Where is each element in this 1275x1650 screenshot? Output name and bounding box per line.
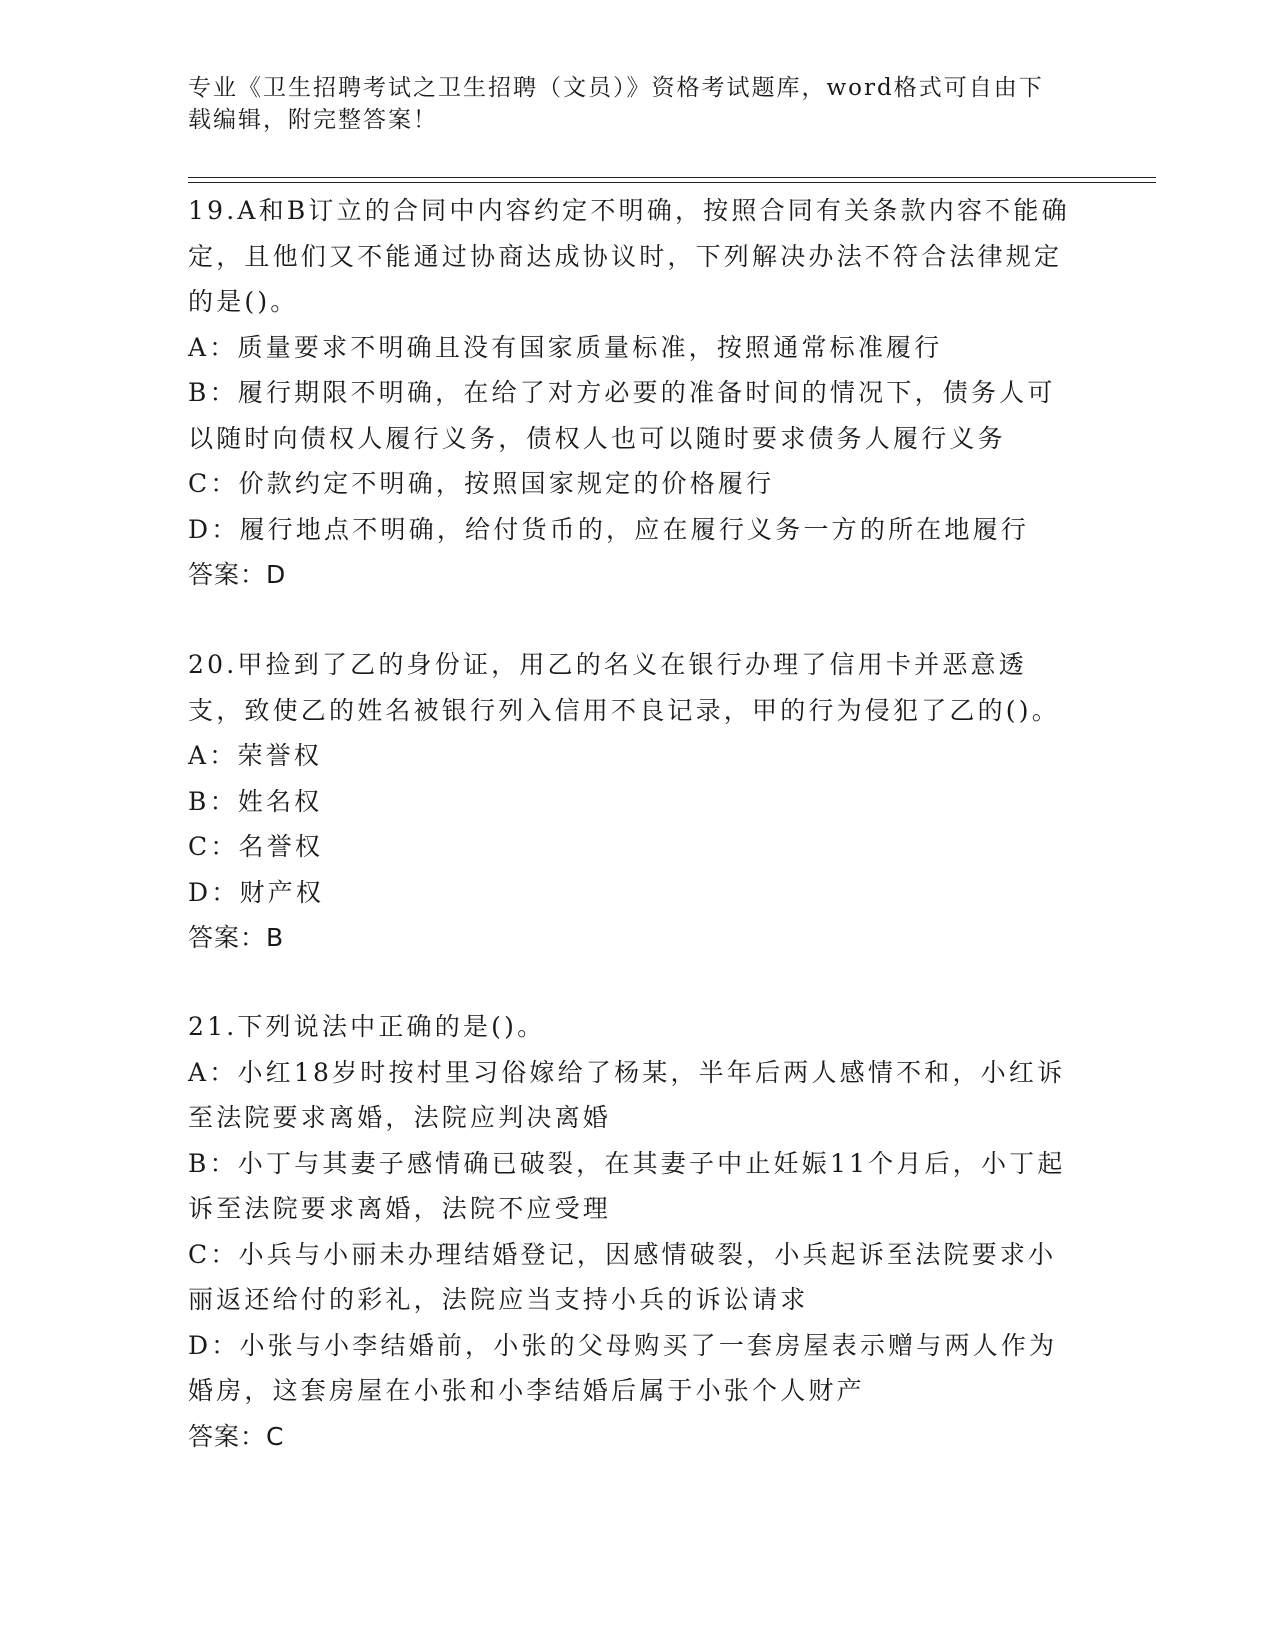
option-b: B：姓名权	[188, 786, 323, 816]
question-stem: 19.A和B订立的合同中内容约定不明确，按照合同有关条款内容不能确定，且他们又不能通过协商达成协议时，下列解决办法不符合法律规定的是()。	[188, 196, 1070, 316]
option-c: C：价款约定不明确，按照国家规定的价格履行	[188, 469, 775, 498]
answer-label: 答案：C	[188, 1421, 285, 1451]
document-header: 专业《卫生招聘考试之卫生招聘（文员）》资格考试题库，word格式可自由下载编辑，附完整答案！	[188, 75, 1044, 133]
header-divider-bottom	[188, 182, 1156, 183]
option-c: C：名誉权	[188, 832, 324, 861]
answer-label: 答案：D	[188, 560, 287, 589]
option-b: B：履行期限不明确，在给了对方必要的准备时间的情况下，债务人可以随时向债权人履行义务，债权人也可以随时要求债务人履行义务	[188, 378, 1056, 453]
option-d: D：财产权	[188, 877, 325, 907]
question-stem: 21.下列说法中正确的是()。	[188, 1012, 546, 1041]
question-20	[188, 642, 1078, 961]
option-a: A：质量要求不明确且没有国家质量标准，按照通常标准履行	[188, 332, 943, 362]
answer-label: 答案：B	[188, 923, 285, 952]
question-19	[188, 188, 1078, 598]
option-d: D：小张与小李结婚前，小张的父母购买了一套房屋表示赠与两人作为婚房，这套房屋在小张和小李结婚后属于小张个人财产	[188, 1330, 1058, 1405]
option-a: A：荣誉权	[188, 741, 323, 770]
option-d: D：履行地点不明确，给付货币的，应在履行义务一方的所在地履行	[188, 514, 1030, 544]
option-c: C：小兵与小丽未办理结婚登记，因感情破裂，小兵起诉至法院要求小丽返还给付的彩礼，法院应当支持小兵的诉讼请求	[188, 1239, 1057, 1314]
option-a: A：小红18岁时按村里习俗嫁给了杨某，半年后两人感情不和，小红诉至法院要求离婚，法院应判决离婚	[188, 1057, 1066, 1132]
header-divider-top	[188, 177, 1156, 178]
question-stem: 20.甲捡到了乙的身份证，用乙的名义在银行办理了信用卡并恶意透支，致使乙的姓名被银行列入信用不良记录，甲的行为侵犯了乙的()。	[188, 650, 1060, 725]
option-b: B：小丁与其妻子感情确已破裂，在其妻子中止妊娠11个月后，小丁起诉至法院要求离婚，法院不应受理	[188, 1148, 1066, 1223]
question-21	[188, 1004, 1078, 1459]
